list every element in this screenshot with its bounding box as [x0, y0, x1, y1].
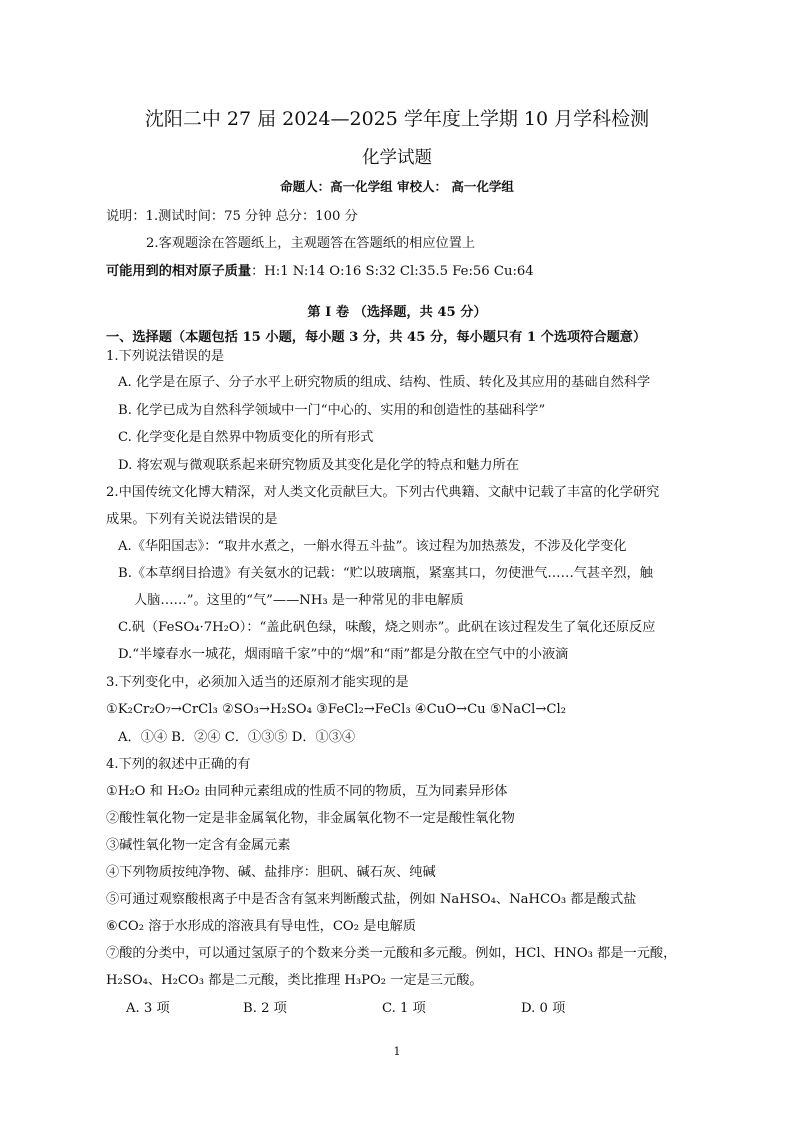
q3-items: ①K₂Cr₂O₇→CrCl₃ ②SO₃→H₂SO₄ ③FeCl₂→FeCl₃ ④CuO→Cu ⑤NaCl→Cl₂	[106, 702, 567, 717]
q1-stem: 1.下列说法错误的是	[106, 349, 225, 364]
q4-option-d: D. 0 项	[521, 1001, 566, 1016]
q4-statement-1: ①H₂O 和 H₂O₂ 由同种元素组成的性质不同的物质，互为同素异形体	[106, 784, 508, 799]
q4-statement-7-line2: H₂SO₄、H₂CO₃ 都是二元酸，类比推理 H₃PO₂ 一定是三元酸。	[106, 973, 483, 988]
exam-title: 沈阳二中 27 届 2024—2025 学年度上学期 10 月学科检测	[144, 108, 650, 130]
q4-option-a: A. 3 项	[126, 1001, 170, 1016]
q4-statement-6: ⑥CO₂ 溶于水形成的溶液具有导电性，CO₂ 是电解质	[106, 919, 416, 934]
note-answer-sheet: 2.客观题涂在答题纸上，主观题答在答题纸的相应位置上	[146, 236, 476, 251]
q3-stem: 3.下列变化中，必须加入适当的还原剂才能实现的是	[106, 675, 409, 690]
section-heading: 一、选择题（本题包括 15 小题，每小题 3 分，共 45 分，每小题只有 1 个选项符合题意）	[106, 330, 647, 345]
page-number: 1	[393, 1045, 401, 1058]
exam-subject: 化学试题	[362, 148, 432, 168]
q1-option-d: D. 将宏观与微观联系起来研究物质及其变化是化学的特点和魅力所在	[118, 458, 519, 473]
q4-statement-3: ③碱性氧化物一定含有金属元素	[106, 838, 291, 853]
q4-statement-2: ②酸性氧化物一定是非金属氧化物，非金属氧化物不一定是酸性氧化物	[106, 811, 515, 826]
q4-statement-7-line1: ⑦酸的分类中，可以通过氢原子的个数来分类一元酸和多元酸。例如，HCl、HNO₃ 都是一元酸，	[106, 946, 677, 961]
q1-option-c: C. 化学变化是自然界中物质变化的所有形式	[118, 430, 374, 445]
q4-statement-5: ⑤可通过观察酸根离子中是否含有氢来判断酸式盐，例如 NaHSO₄、NaHCO₃ 都是酸式盐	[106, 892, 637, 907]
exam-authors: 命题人：高一化学组 审校人： 高一化学组	[280, 179, 514, 194]
q4-option-c: C. 1 项	[382, 1001, 426, 1016]
q2-option-a: A.《华阳国志》：“取井水煮之，一斛水得五斗盐”。该过程为加热蒸发，不涉及化学变化	[118, 539, 627, 554]
atomic-mass-label: 可能用到的相对原子质量	[106, 264, 252, 279]
q3-options: A．①④ B．②④ C．①③⑤ D．①③④	[118, 730, 356, 745]
q4-statement-4: ④下列物质按纯净物、碱、盐排序：胆矾、碱石灰、纯碱	[106, 865, 436, 880]
volume-heading: 第 I 卷 （选择题，共 45 分）	[307, 305, 487, 320]
q1-option-a: A. 化学是在原子、分子水平上研究物质的组成、结构、性质、转化及其应用的基础自然科学	[118, 375, 651, 390]
q2-option-b-line1: B.《本草纲目拾遗》有关氨水的记载：“贮以玻璃瓶，紧塞其口，勿使泄气……气甚辛烈，触	[118, 566, 653, 581]
atomic-mass-values: ：H:1 N:14 O:16 S:32 Cl:35.5 Fe:56 Cu:64	[251, 264, 534, 279]
q2-option-b-line2: 人脑……”。这里的“气”——NH₃ 是一种常见的非电解质	[134, 593, 464, 608]
q4-stem: 4.下列的叙述中正确的有	[106, 757, 251, 772]
atomic-mass-line	[106, 265, 534, 278]
q4-option-b: B. 2 项	[243, 1001, 287, 1016]
q2-stem-line2: 成果。下列有关说法错误的是	[106, 512, 278, 527]
q2-stem-line1: 2.中国传统文化博大精深，对人类文化贡献巨大。下列古代典籍、文献中记载了丰富的化学研究	[106, 485, 660, 500]
note-time-score: 说明：1.测试时间：75 分钟 总分：100 分	[106, 209, 358, 224]
q1-option-b: B. 化学已成为自然科学领域中一门“中心的、实用的和创造性的基础科学”	[118, 403, 546, 418]
q2-option-d: D.“半壕春水一城花，烟雨暗千家”中的“烟”和“雨”都是分散在空气中的小液滴	[118, 647, 569, 662]
q2-option-c: C.矾（FeSO₄·7H₂O）：“盖此矾色绿，味酸，烧之则赤”。此矾在该过程发生了氧化还原反应	[118, 620, 656, 635]
